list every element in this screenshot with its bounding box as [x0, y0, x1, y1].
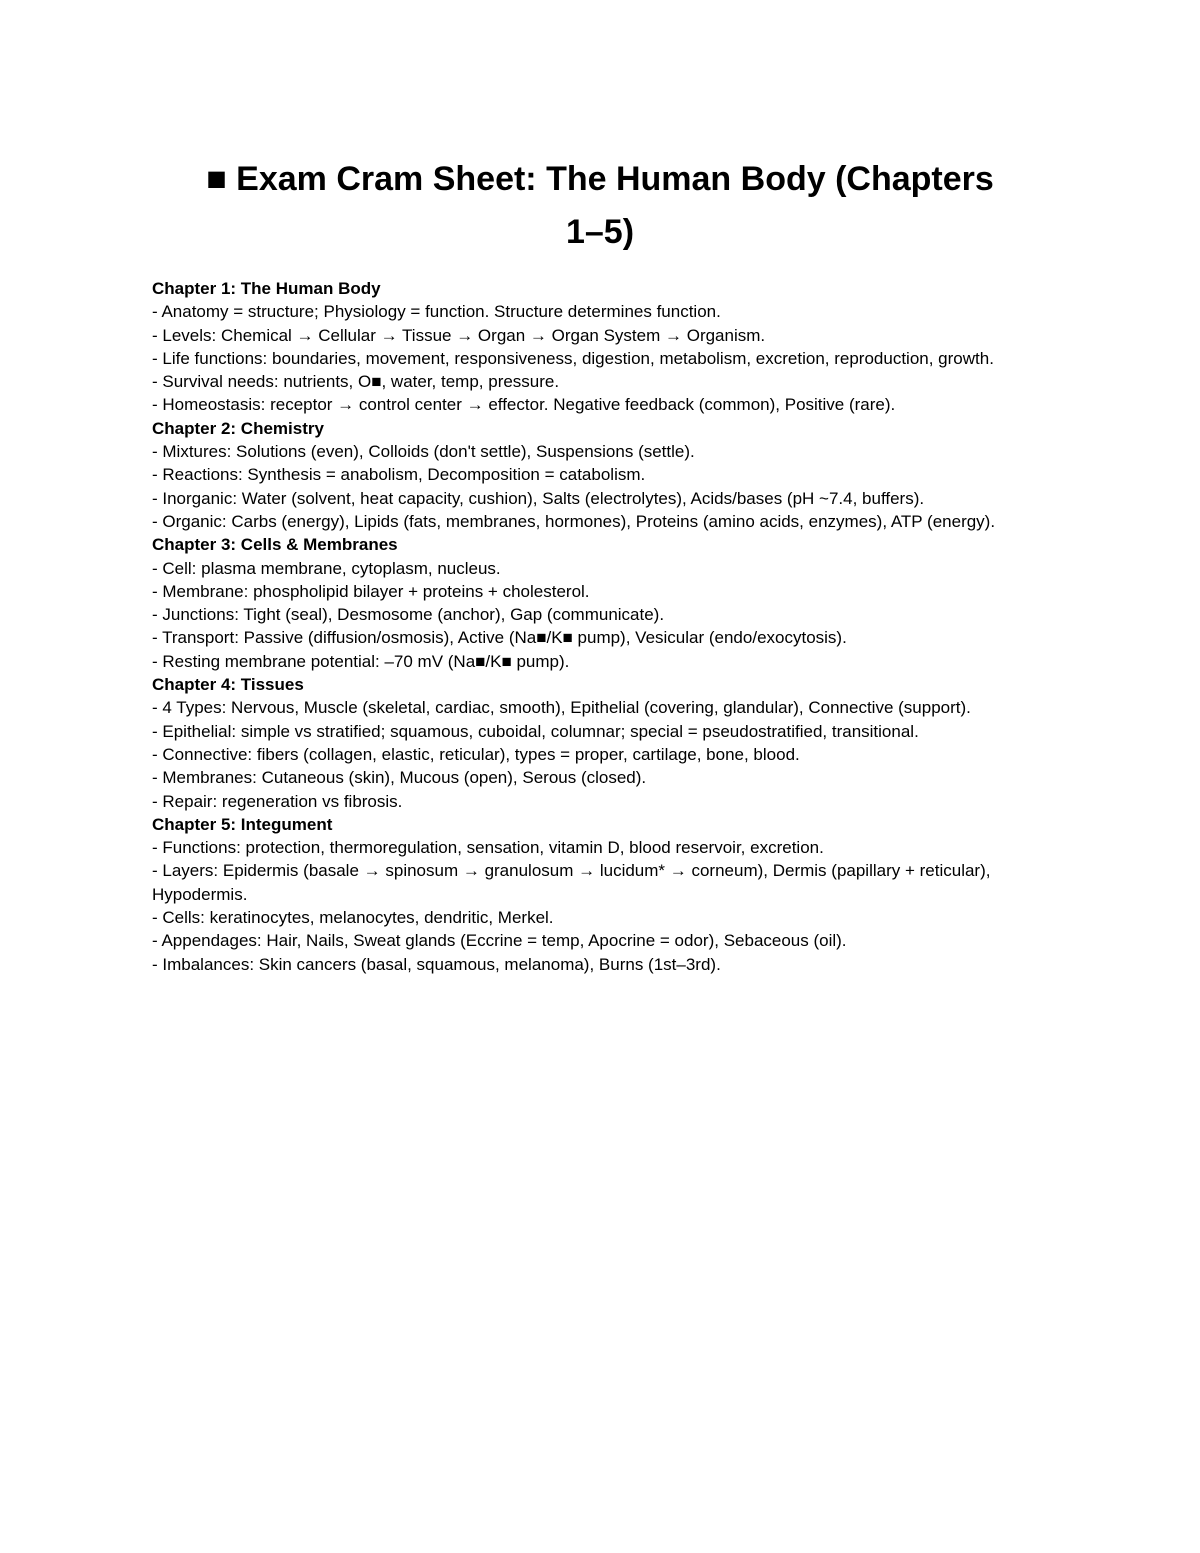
chapter-3-bullet: - Transport: Passive (diffusion/osmosis), Active (Na■/K■ pump), Vesicular (endo/exocytosis). [152, 628, 847, 648]
chapter-1-title: Chapter 1: The Human Body [152, 279, 381, 298]
chapter-5-bullet: - Appendages: Hair, Nails, Sweat glands (Eccrine = temp, Apocrine = odor), Sebaceous (oil). [152, 931, 847, 951]
chapter-5-bullet: - Cells: keratinocytes, melanocytes, dendritic, Merkel. [152, 908, 554, 928]
chapter-5-title: Chapter 5: Integument [152, 814, 333, 834]
chapter-3-title: Chapter 3: Cells & Membranes [152, 535, 398, 555]
chapter-3-bullet: - Resting membrane potential: –70 mV (Na■/K■ pump). [152, 651, 570, 671]
chapter-4-section [152, 673, 1057, 813]
page-title [140, 153, 1060, 259]
chapter-5-bullet: - Functions: protection, thermoregulation, sensation, vitamin D, blood reservoir, excretion. [152, 838, 824, 858]
chapter-1-bullet: - Levels: Chemical → Cellular → Tissue → Organ → Organ System → Organism. [152, 325, 766, 345]
chapter-4-bullet: - Membranes: Cutaneous (skin), Mucous (open), Serous (closed). [152, 768, 647, 788]
chapter-2-bullet: - Mixtures: Solutions (even), Colloids (don't settle), Suspensions (settle). [152, 442, 695, 462]
chapter-2-title: Chapter 2: Chemistry [152, 418, 324, 438]
page-title-line-2: 1–5) [565, 213, 635, 251]
chapter-2-bullet: - Reactions: Synthesis = anabolism, Decomposition = catabolism. [152, 465, 646, 485]
chapter-3-bullet: - Cell: plasma membrane, cytoplasm, nucleus. [152, 558, 501, 578]
chapter-1-bullet: - Life functions: boundaries, movement, responsiveness, digestion, metabolism, excretion, reproduction, growth. [152, 348, 994, 368]
chapter-2-bullet: - Inorganic: Water (solvent, heat capacity, cushion), Salts (electrolytes), Acids/bases (pH ~7.4, buffers). [152, 488, 925, 508]
chapter-5-section [152, 813, 1057, 976]
chapter-2-bullet: - Organic: Carbs (energy), Lipids (fats, membranes, hormones), Proteins (amino acids, enzymes), ATP (energy). [152, 511, 996, 531]
chapter-1-bullet: - Anatomy = structure; Physiology = function. Structure determines function. [152, 302, 721, 322]
chapter-4-bullet: - Repair: regeneration vs fibrosis. [152, 791, 403, 811]
chapter-3-bullet: - Junctions: Tight (seal), Desmosome (anchor), Gap (communicate). [152, 605, 665, 625]
page-title-line-1: ■ Exam Cram Sheet: The Human Body (Chapters [206, 160, 994, 198]
chapter-1-bullet: - Homeostasis: receptor → control center → effector. Negative feedback (common), Positive (rare). [152, 395, 896, 415]
chapter-5-bullet: - Layers: Epidermis (basale → spinosum → granulosum → lucidum* → corneum), Dermis (papillary + reticular), Hypodermis. [152, 861, 991, 904]
chapter-3-section [152, 533, 1057, 673]
cram-sheet-content [152, 277, 1057, 976]
chapter-4-bullet: - 4 Types: Nervous, Muscle (skeletal, cardiac, smooth), Epithelial (covering, glandular), Connective (support). [152, 698, 971, 718]
chapter-5-bullet: - Imbalances: Skin cancers (basal, squamous, melanoma), Burns (1st–3rd). [152, 954, 721, 974]
chapter-1-section [152, 277, 1057, 417]
chapter-1-bullet: - Survival needs: nutrients, O■, water, temp, pressure. [152, 372, 560, 392]
chapter-2-section [152, 417, 1057, 533]
chapter-4-bullet: - Epithelial: simple vs stratified; squamous, cuboidal, columnar; special = pseudostratified, transitional. [152, 721, 919, 741]
chapter-4-bullet: - Connective: fibers (collagen, elastic, reticular), types = proper, cartilage, bone, blood. [152, 744, 800, 764]
chapter-4-title: Chapter 4: Tissues [152, 675, 304, 695]
chapter-3-bullet: - Membrane: phospholipid bilayer + proteins + cholesterol. [152, 581, 590, 601]
